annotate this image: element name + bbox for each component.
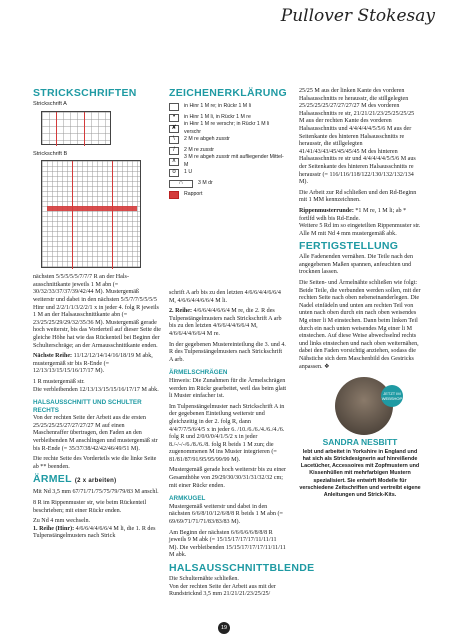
body-text: Hinweis: Die Zunahmen für die Ärmelschrägen werden im Rückr gearbeitet, weil das beim glatt li Muster einfacher ist. bbox=[169, 377, 287, 400]
body-text: 2. Reihe: 4/6/6/4/4/6/6/4 M re, die 2. R des Tulpenstängelmusters nach Strickschrift A arb bis zu den letzten 4/6/6/4/4/6/6/4 M, 4/6/6/4/4/6/6/4 M re. bbox=[169, 308, 282, 337]
body-text: Weitere 5 Rd im so eingeteilten Rippenmuster str. bbox=[299, 223, 421, 230]
legend-item: in Hinr 1 M re; in Rückr 1 M li bbox=[169, 101, 287, 112]
legend-item: o 1 U bbox=[169, 167, 287, 178]
body-text: Nächste Reihe: 11/12/12/14/14/16/18/19 M abk, mustergemäß str bis R-Ende (= 12/13/13/15/15/16/17/17 M). bbox=[33, 353, 153, 375]
body-text: Mustergemäß gerade hoch weiterstr bis zu einer Gesamthöhe von 29/29/30/30/31/31/32/32 cm; mit einer Rückr enden. bbox=[169, 467, 286, 489]
rapport-icon bbox=[169, 191, 179, 199]
chart-a-label: Strickschrift A bbox=[33, 101, 67, 107]
legend-item: ∩ 3 M dr bbox=[169, 178, 287, 189]
page-number: 19 bbox=[218, 622, 230, 634]
body-text: Die Arbeit zur Rd schließen und den Rd-Beginn mit 1 MM kennzeichnen. bbox=[299, 189, 417, 204]
rapport-line bbox=[84, 112, 85, 146]
legend-item: ∧ 3 M re abgeh zusstr mit aufliegender Mittel-M bbox=[169, 156, 287, 167]
author-name: SANDRA NESBITT bbox=[322, 437, 398, 448]
body-text: 8 R im Rippenmuster str, wie beim Rückenteil beschrieben; mit einer Rückr enden. bbox=[33, 500, 147, 514]
body-text: Die Schulternähte schließen. bbox=[169, 576, 239, 582]
stitch-symbol-icon: • bbox=[169, 114, 179, 122]
body-text: Die Seiten- und Ärmelnähte schließen wie folgt: Beide Teile, die verbunden werden sollen, mit der rechten Seite nach oben nebeneinanderlegen. Die Nadel einfädeln und unten am rechten Teil von unten nach oben durch ein nach oben weisendes Mg einer li M einstechen. Dann beim linken Teil durch ein nach unten weisendes Mg einer li M einstechen. Auf diese Weise abwechselnd rechts und links einstechen und nach oben weiternähen, dabei den Faden vorsichtig anziehen, sodass die Nähstiche sich dem Maschenbild des Gestricks anpassen. ❖ bbox=[299, 280, 421, 370]
chart-b-grid bbox=[41, 160, 141, 268]
section-heading-strickschriften: STRICKSCHRIFTEN bbox=[33, 87, 137, 99]
body-text: Rippenmusterrunde: *1 M re, 1 M li; ab * fortlfd wdh bis Rd-Ende. bbox=[299, 207, 407, 222]
section-heading-aermel: ÄRMEL (2 x arbeiten) bbox=[33, 473, 117, 486]
body-text: Im Tulpenstängelmuster nach Strickschrift A in der gegebenen Einteilung weiterstr und gleichzeitig in der 2. folg R, dann 4/4/7/7/5/6/4/5 x in jeder 6. /10./6./6./4./6./4./6. folg R und 2/0/0/0/4/1/5/2 x in jeder 8./-/-/-/6./8./6./8. folg R beids 1 M zun; die zugenommenen M ins Muster integrieren (= 81/81/87/91/95/95/99/99 M). bbox=[169, 403, 285, 463]
body-text: 1 R mustergemäß str. bbox=[33, 378, 85, 385]
stitch-symbol-icon: ∧ bbox=[169, 158, 179, 166]
legend-item: Rapport bbox=[169, 189, 287, 200]
stitch-symbol-icon: / bbox=[169, 147, 179, 155]
subheading: HALSAUSSCHNITT UND SCHULTER RECHTS bbox=[33, 399, 142, 414]
rapport-line bbox=[112, 161, 113, 269]
subheading: ARMKUGEL bbox=[169, 495, 206, 503]
end-mark-icon: ❖ bbox=[324, 363, 330, 370]
legend-item: \ 2 M re abgeh zusstr bbox=[169, 134, 287, 145]
body-text: Alle M mit Nd 4 mm mustergemäß abk. bbox=[299, 230, 397, 237]
body-text: Mit Nd 3,5 mm 67/71/71/75/75/79/79/83 M anschl. bbox=[33, 489, 159, 496]
body-text: Zu Nd 4 mm wechseln. bbox=[33, 518, 91, 525]
rapport-band bbox=[47, 206, 137, 211]
author-bio: lebt und arbeitet in Yorkshire in England und hat sich als Strickdesignerin auf hinreißende Lacetücher, Accessoires mit Zopfmustern und Kissenhüllen mit mehrfarbigen Mustern spezialisiert. Sie entwirft Modelle für verschiedene Zeitschriften und vertreibt eigene Anleitungen und Strick-Kits. bbox=[299, 448, 421, 498]
stitch-symbol-icon: ✘ bbox=[169, 125, 179, 133]
body-text: Am Beginn der nächsten 6/6/6/6/6/8/8/8 R jeweils 9 M abk (= 15/15/17/17/17/11/11/11 M). Die verbleibenden 15/15/17/17/17/11/11/11 M abk. bbox=[169, 529, 286, 559]
legend-item: ✘ in Hinr 1 M re verschr; in Rückr 1 M li verschr bbox=[169, 123, 287, 134]
author-portrait bbox=[335, 377, 403, 435]
body-text: 1. Reihe (Hinr): 4/6/6/4/4/6/6/4 M li, die 1. R des Tulpenstängelmusters nach Strick bbox=[33, 525, 156, 540]
stitch-symbol-icon: ∩ bbox=[169, 180, 193, 188]
section-heading-fertigstellung: FERTIGSTELLUNG bbox=[299, 240, 399, 253]
middle-column bbox=[169, 87, 315, 602]
stitch-symbol-icon bbox=[169, 103, 179, 111]
section-heading-halsausschnittblende: HALSAUSSCHNITTBLENDE bbox=[169, 562, 315, 574]
spacer bbox=[169, 200, 287, 290]
webshop-badge[interactable]: JETZT IM WEBSHOP bbox=[381, 385, 403, 407]
rapport-line bbox=[56, 112, 57, 146]
left-column bbox=[33, 88, 161, 544]
rapport-line bbox=[72, 161, 73, 269]
body-text: Von der rechten Seite der Arbeit aus mit der Rundstricknd 3,5 mm 21/21/21/23/25/25/ bbox=[169, 583, 276, 598]
chart-a-grid bbox=[41, 111, 111, 145]
legend-item: / 2 M re zusstr bbox=[169, 145, 287, 156]
body-text: Die verbleibenden 12/13/13/15/15/16/17/17 M abk. bbox=[33, 386, 159, 393]
legend-item: • in Hinr 1 M li, in Rückr 1 M re bbox=[169, 112, 287, 123]
body-text: 25/25 M aus der linken Kante des vorderen Halsausschnitts re herausstr, die stillgelegten 25/25/25/25/27/27/27/27 M des vorderen Halsausschnitts re str, 21/21/21/23/25/25/25/25 M aus der rechten Kante des vorderen Halsausschnitts und 4/4/4/4/4/5/5/6 M aus der Seitenkante des hinteren Halsausschnitts re herausstr, die stillgelegten 41/41/43/43/45/45/45/45 M des hinteren Halsausschnitts re str und 4/4/4/4/4/5/5/6 M aus der Seitenkante des hinteren Halsausschnitts re herausstr (= 116/116/118/122/130/132/132/134 M). bbox=[299, 88, 416, 186]
body-text: Alle Fadenenden vernähen. Die Teile nach den angegebenen Maßen spannen, anfeuchten und trocknen lassen. bbox=[299, 254, 414, 276]
stitch-symbol-icon: o bbox=[169, 169, 179, 177]
chart-b-label: Strickschrift B bbox=[33, 150, 68, 157]
body-text: In der gegebenen Mustereinteilung die 3. und 4. R des Tulpenstängelmusters nach Strickschrift A arb. bbox=[169, 341, 286, 363]
legend bbox=[169, 101, 287, 200]
body-text: Mustergemäß weiterstr und dabei in den nächsten 6/6/8/10/12/6/8/8 R beids 1 M abn (= 69/69/71/71/71/83/83/83 M). bbox=[169, 503, 283, 526]
body-text: Von der rechten Seite der Arbeit aus die ersten 25/25/25/25/27/27/27/27 M auf einen Maschenraffer übertragen, den Faden an den verbleibenden M anschlingen und mustergemäß str bis R-Ende (= 35/37/38/42/42/46/49/51 M). bbox=[33, 415, 158, 452]
page-title: Pullover Stokesay bbox=[280, 6, 435, 26]
subheading: ÄRMELSCHRÄGEN bbox=[169, 369, 228, 377]
body-text: nächsten 5/5/5/5/5/7/7/7 R an der Halsausschnittkante jeweils 1 M abn (= 30/32/33/37/37/39/42/44 M). Mustergemäß weiterstr und dabei in den nächsten 5/5/7/7/5/5/5/5 Hinr und 2/2/1/1/3/2/2/1 x in jeder 4. folg R jeweils 1 M an der Halsausschnittkante abn (= 23/25/25/29/29/32/35/36 M). Mustergemäß gerade hoch weiterstr, bis das Vorderteil auf dieser Seite die gleiche Höhe hat wie das Rückenteil bei Beginn der Schulterschräge; an der Armausschnittkante enden. bbox=[33, 274, 161, 349]
right-column bbox=[299, 88, 421, 499]
section-heading-zeichenerklaerung: ZEICHENERKLÄRUNG bbox=[169, 87, 287, 99]
body-text: Die rechte Seite des Vorderteils wie die linke Seite ab ** beenden. bbox=[33, 456, 157, 470]
stitch-symbol-icon: \ bbox=[169, 136, 179, 144]
body-text: schrift A arb bis zu den letzten 4/6/6/4/4/6/6/4 M, 4/6/6/4/4/6/6/4 M li. bbox=[169, 290, 281, 304]
